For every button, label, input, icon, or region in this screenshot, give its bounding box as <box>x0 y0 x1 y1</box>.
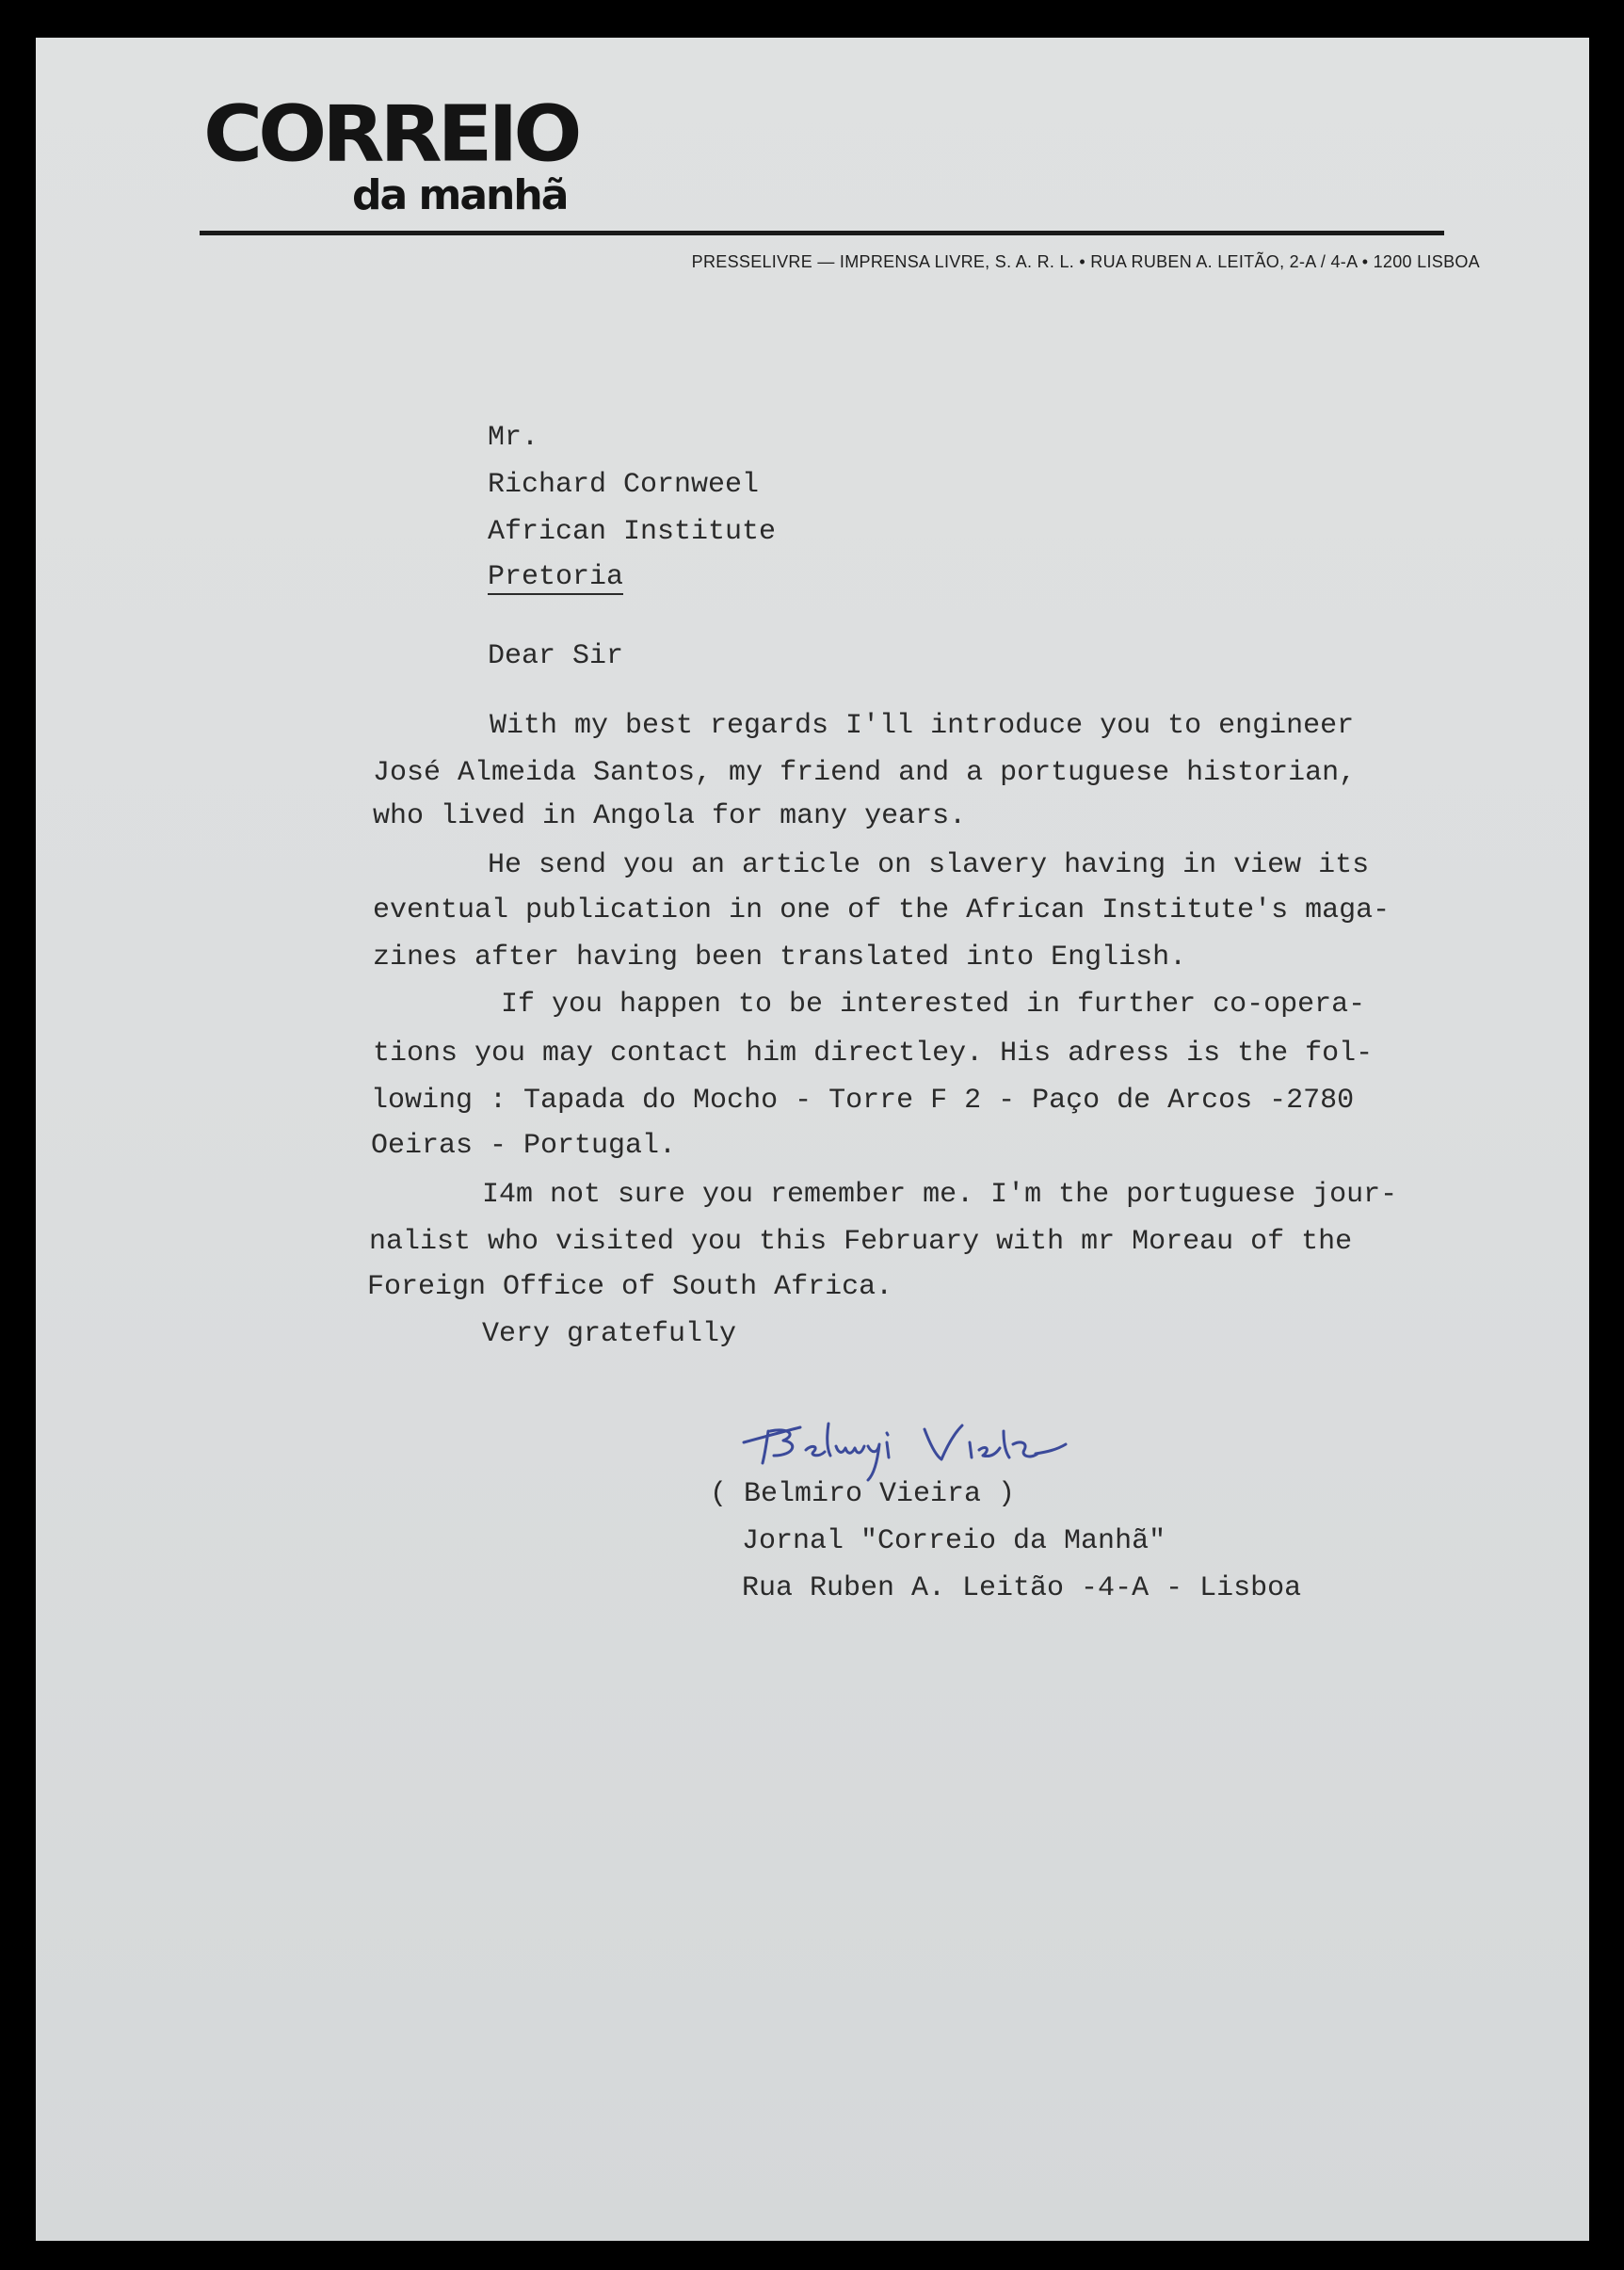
body-line: who lived in Angola for many years. <box>373 800 967 832</box>
handwritten-signature <box>736 1403 1075 1488</box>
body-line: José Almeida Santos, my friend and a portuguese historian, <box>373 757 1357 789</box>
letterhead-logo-subtitle: da manhã <box>352 171 568 219</box>
signature-name: ( Belmiro Vieira ) <box>710 1478 1016 1510</box>
salutation: Dear Sir <box>488 640 624 672</box>
body-line: He send you an article on slavery having in view its <box>488 849 1370 881</box>
body-line: If you happen to be interested in further co-opera- <box>501 989 1366 1021</box>
body-line: zines after having been translated into English. <box>373 942 1187 974</box>
recipient-title: Mr. <box>488 422 539 454</box>
body-line: Foreign Office of South Africa. <box>367 1271 893 1303</box>
letter-page <box>36 38 1589 2241</box>
closing: Very gratefully <box>482 1318 737 1350</box>
recipient-city: Pretoria <box>488 561 624 593</box>
body-line: With my best regards I'll introduce you to engineer <box>490 710 1355 742</box>
letterhead-address: PRESSELIVRE — IMPRENSA LIVRE, S. A. R. L. • RUA RUBEN A. LEITÃO, 2-A / 4-A • 1200 LISBOA <box>691 252 1480 271</box>
body-line: tions you may contact him directley. His adress is the fol- <box>373 1038 1374 1070</box>
body-line: Oeiras - Portugal. <box>371 1130 677 1162</box>
recipient-organization: African Institute <box>488 516 777 548</box>
signature-outlet: Jornal "Correio da Manhã" <box>742 1525 1166 1557</box>
letterhead-logo: CORREIO <box>203 89 578 180</box>
signature-address: Rua Ruben A. Leitão -4-A - Lisboa <box>742 1572 1302 1604</box>
body-line: I4m not sure you remember me. I'm the portuguese jour- <box>482 1179 1398 1211</box>
body-line: lowing : Tapada do Mocho - Torre F 2 - Paço de Arcos -2780 <box>371 1085 1355 1117</box>
letterhead-rule <box>200 231 1444 235</box>
recipient-name: Richard Cornweel <box>488 469 760 501</box>
body-line: nalist who visited you this February with mr Moreau of the <box>369 1226 1353 1258</box>
body-line: eventual publication in one of the African Institute's maga- <box>373 894 1391 926</box>
